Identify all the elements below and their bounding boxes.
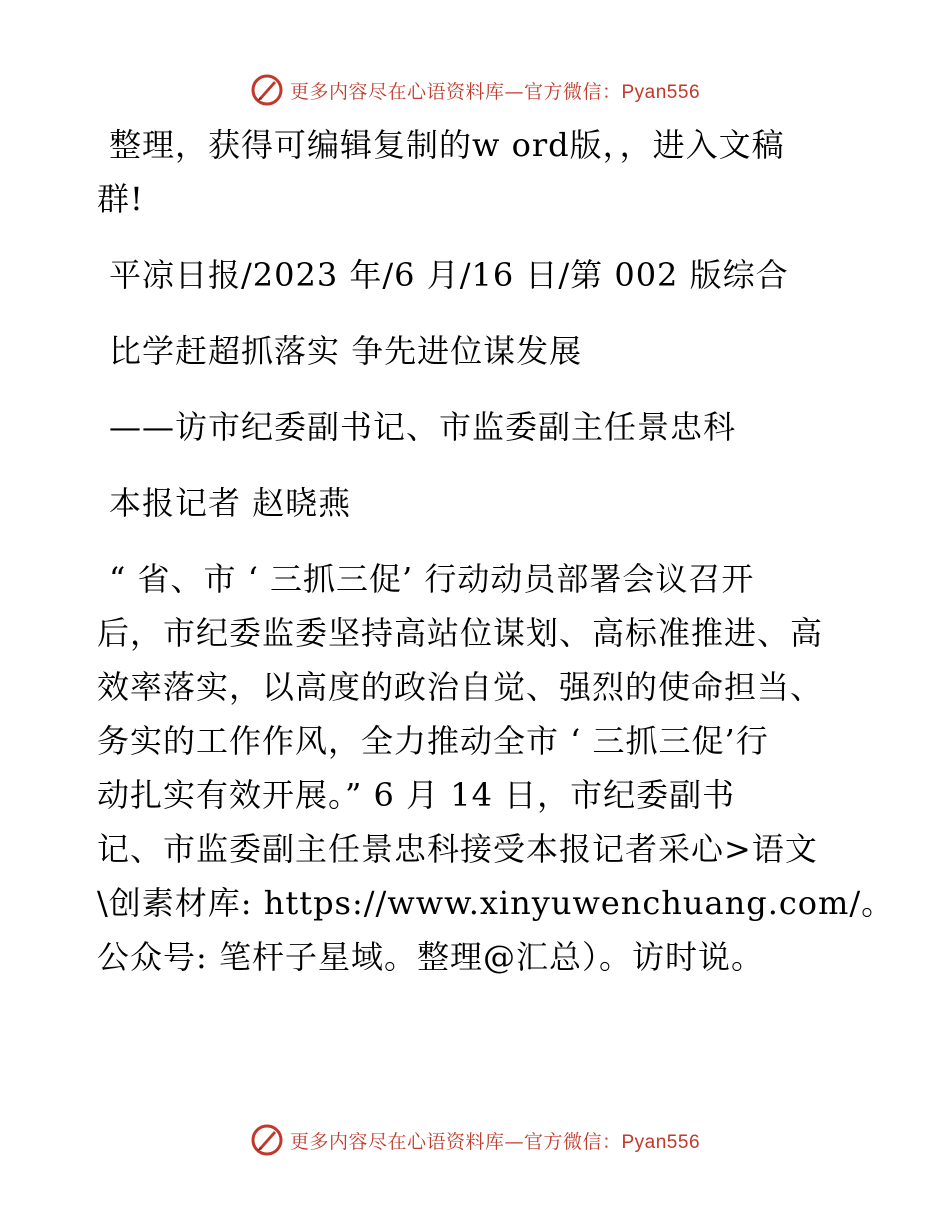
body-line: \创素材库: https://www.xinyuwenchuang.com/。 — [97, 884, 895, 922]
footer-banner-content — [250, 1123, 700, 1157]
footer-banner — [0, 1120, 950, 1160]
body-line: 记、市监委副主任景忠科接受本报记者采心>语文 — [97, 830, 818, 868]
body-line: 效率落实，以高度的政治自觉、强烈的使命担当、 — [97, 668, 824, 706]
body-line: 后，市纪委监委坚持高站位谋划、高标准推进、高 — [97, 614, 824, 652]
document-body — [97, 118, 895, 984]
headline: 比学赶超抓落实 争先进位谋发展 — [109, 332, 583, 370]
intro-line: 群! — [97, 180, 144, 218]
body-line: 务实的工作作风，全力推动全市 ‘ 三抓三促’行 — [97, 722, 769, 760]
quill-pen-icon — [250, 1123, 284, 1157]
intro-line: 整理，获得可编辑复制的w ord版，，进入文稿 — [109, 126, 785, 164]
quill-pen-icon — [250, 73, 284, 107]
wechat-id: Pyan556 — [621, 81, 701, 103]
header-banner — [0, 70, 950, 110]
source-line: 平凉日报/2023 年/6 月/16 日/第 002 版综合 — [109, 256, 789, 294]
body-line: 动扎实有效开展。” 6 月 14 日，市纪委副书 — [97, 776, 736, 814]
wechat-id: Pyan556 — [621, 1131, 701, 1153]
footer-banner-text: 更多内容尽在心语资料库—官方微信：Pyan556 — [289, 1130, 701, 1153]
header-banner-content — [250, 73, 700, 107]
body-line: 公众号: 笔杆子星域。整理@汇总）。访时说。 — [97, 938, 764, 976]
subheadline: ——访市纪委副书记、市监委副主任景忠科 — [109, 408, 737, 446]
byline: 本报记者 赵晓燕 — [109, 484, 352, 522]
body-line: “ 省、市 ‘ 三抓三促’ 行动动员部署会议召开 — [109, 560, 755, 598]
header-banner-text: 更多内容尽在心语资料库—官方微信：Pyan556 — [289, 80, 701, 103]
